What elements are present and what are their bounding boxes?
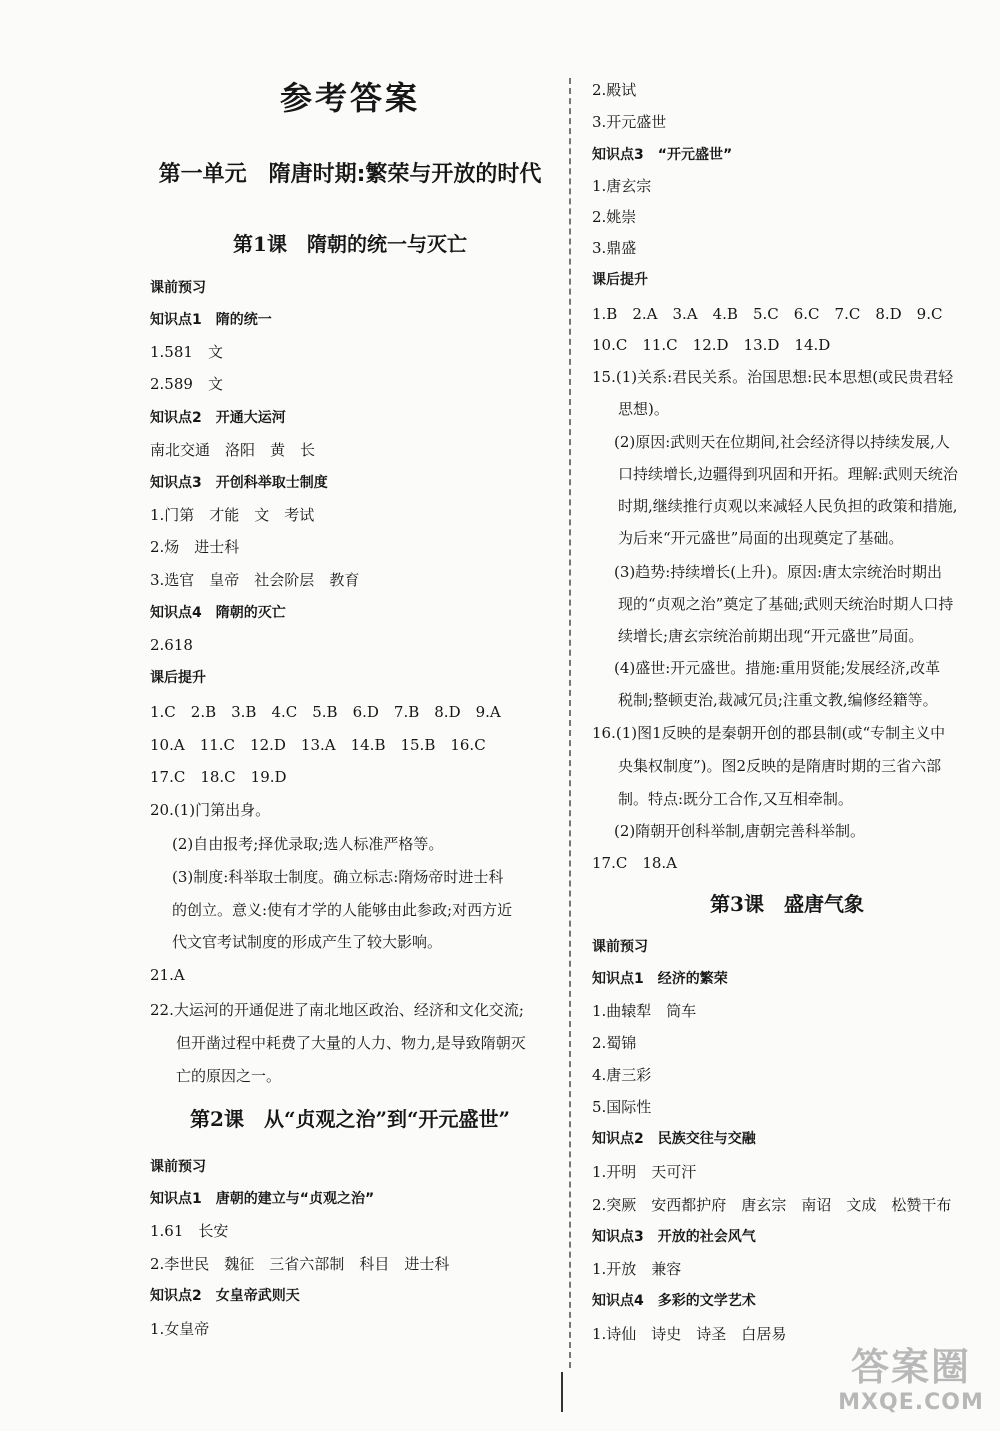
lesson1-pre-heading: 课前预习 <box>150 280 206 296</box>
lesson2-q16-2: (2)隋朝开创科举制,唐朝完善科举制。 <box>614 822 866 840</box>
lesson3-kp2-a1: 1.开明 天可汗 <box>592 1163 697 1181</box>
lesson1-kp4-a: 2.618 <box>150 636 193 654</box>
lesson3-kp1-a1: 1.曲辕犁 筒车 <box>592 1002 697 1020</box>
lesson2-kp1-a2: 2.李世民 魏征 三省六部制 科目 进士科 <box>150 1255 450 1273</box>
lesson1-q22b: 但开凿过程中耗费了大量的人力、物力,是导致隋朝灭 <box>176 1034 526 1052</box>
lesson3-kp3-a1: 1.开放 兼容 <box>592 1260 682 1278</box>
page-mark <box>561 1372 563 1412</box>
lesson2-kp2: 知识点2 女皇帝武则天 <box>150 1288 300 1304</box>
lesson2-kp3-a1: 1.唐玄宗 <box>592 177 652 195</box>
lesson2-kp2-a2: 2.殿试 <box>592 81 637 99</box>
lesson2-post-row1: 1.B 2.A 3.A 4.B 5.C 6.C 7.C 8.D 9.C <box>592 305 943 323</box>
lesson2-q17: 17.C 18.A <box>592 854 678 872</box>
lesson2-kp2-a3: 3.开元盛世 <box>592 113 667 131</box>
lesson2-q16-1c: 制。特点:既分工合作,又互相牵制。 <box>618 790 853 808</box>
lesson3-kp2-a2: 2.突厥 安西都护府 唐玄宗 南诏 文成 松赞干布 <box>592 1196 952 1214</box>
lesson2-q15-1b: 思想)。 <box>618 400 669 418</box>
lesson2-kp1: 知识点1 唐朝的建立与“贞观之治” <box>150 1191 375 1207</box>
lesson1-post-row1: 1.C 2.B 3.B 4.C 5.B 6.D 7.B 8.D 9.A <box>150 703 501 721</box>
lesson2-q16-1a: 16.(1)图1反映的是秦朝开创的郡县制(或“专制主义中 <box>592 724 946 742</box>
lesson1-q20-3b: 的创立。意义:使有才学的人能够由此参政;对西方近 <box>172 901 513 919</box>
lesson2-q15-2c: 时期,继续推行贞观以来减轻人民负担的政策和措施, <box>618 497 958 515</box>
lesson2-kp3: 知识点3 “开元盛世” <box>592 147 733 163</box>
lesson2-title: 第2课 从“贞观之治”到“开元盛世” <box>190 1107 510 1131</box>
lesson1-q20-1: 20.(1)门第出身。 <box>150 801 271 819</box>
lesson2-q15-2d: 为后来“开元盛世”局面的出现奠定了基础。 <box>618 529 904 547</box>
lesson2-kp3-a2: 2.姚崇 <box>592 208 637 226</box>
lesson1-kp4: 知识点4 隋朝的灭亡 <box>150 605 286 621</box>
lesson1-q20-2: (2)自由报考;择优录取;选人标准严格等。 <box>172 835 444 853</box>
lesson1-kp3-a1: 1.门第 才能 文 考试 <box>150 506 315 524</box>
lesson2-q15-4b: 税制;整顿吏治,裁减冗员;注重文教,编修经籍等。 <box>618 691 938 709</box>
lesson2-q15-2a: (2)原因:武则天在位期间,社会经济得以持续发展,人 <box>614 433 950 451</box>
lesson3-title: 第3课 盛唐气象 <box>710 892 864 916</box>
lesson2-q16-1b: 央集权制度”)。图2反映的是隋唐时期的三省六部 <box>618 757 942 775</box>
lesson1-kp1: 知识点1 隋的统一 <box>150 312 272 328</box>
lesson1-kp1-a1: 1.581 文 <box>150 343 223 361</box>
lesson1-kp3-a3: 3.选官 皇帝 社会阶层 教育 <box>150 571 360 589</box>
lesson1-kp2-a: 南北交通 洛阳 黄 长 <box>150 441 316 459</box>
lesson3-pre-heading: 课前预习 <box>592 939 648 955</box>
lesson1-post-heading: 课后提升 <box>150 670 206 686</box>
lesson3-kp4: 知识点4 多彩的文学艺术 <box>592 1293 756 1309</box>
lesson3-kp1-a2: 2.蜀锦 <box>592 1034 637 1052</box>
lesson1-kp3-a2: 2.炀 进士科 <box>150 538 240 556</box>
watermark-bottom-text: MXQE.COM <box>838 1390 984 1415</box>
lesson2-q15-1a: 15.(1)关系:君民关系。治国思想:民本思想(或民贵君轻 <box>592 368 954 386</box>
lesson3-kp2: 知识点2 民族交往与交融 <box>592 1131 756 1147</box>
lesson2-q15-3a: (3)趋势:持续增长(上升)。原因:唐太宗统治时期出 <box>614 563 943 581</box>
lesson1-post-row3: 17.C 18.C 19.D <box>150 768 287 786</box>
lesson1-q21: 21.A <box>150 966 185 984</box>
lesson3-kp1-a3: 4.唐三彩 <box>592 1066 652 1084</box>
lesson1-title: 第1课 隋朝的统一与灭亡 <box>233 232 467 256</box>
lesson2-post-heading: 课后提升 <box>592 272 648 288</box>
lesson1-post-row2: 10.A 11.C 12.D 13.A 14.B 15.B 16.C <box>150 736 486 754</box>
lesson2-kp3-a3: 3.鼎盛 <box>592 239 637 257</box>
watermark-top-text: 答案圈 <box>850 1345 971 1389</box>
unit-title: 第一单元 隋唐时期:繁荣与开放的时代 <box>158 162 542 187</box>
lesson1-kp3: 知识点3 开创科举取士制度 <box>150 475 328 491</box>
lesson2-kp2-a1: 1.女皇帝 <box>150 1320 210 1338</box>
lesson2-post-row2: 10.C 11.C 12.D 13.D 14.D <box>592 336 831 354</box>
lesson2-q15-4a: (4)盛世:开元盛世。措施:重用贤能;发展经济,改革 <box>614 659 941 677</box>
page-title: 参考答案 <box>279 79 420 117</box>
lesson3-kp4-a1: 1.诗仙 诗史 诗圣 白居易 <box>592 1325 787 1343</box>
column-divider <box>569 78 571 1368</box>
lesson1-q20-3a: (3)制度:科举取士制度。确立标志:隋炀帝时进士科 <box>172 868 504 886</box>
lesson1-kp2: 知识点2 开通大运河 <box>150 410 286 426</box>
lesson2-q15-2b: 口持续增长,边疆得到巩固和开拓。理解:武则天统治 <box>618 465 958 483</box>
lesson2-q15-3b: 现的“贞观之治”奠定了基础;武则天统治时期人口持 <box>618 595 954 613</box>
lesson3-kp1: 知识点1 经济的繁荣 <box>592 971 728 987</box>
lesson2-pre-heading: 课前预习 <box>150 1159 206 1175</box>
lesson3-kp3: 知识点3 开放的社会风气 <box>592 1229 756 1245</box>
lesson1-q22a: 22.大运河的开通促进了南北地区政治、经济和文化交流; <box>150 1001 524 1019</box>
lesson1-q20-3c: 代文官考试制度的形成产生了较大影响。 <box>172 933 443 951</box>
watermark-logo <box>836 1345 986 1423</box>
lesson1-q22c: 亡的原因之一。 <box>176 1067 282 1085</box>
lesson1-kp1-a2: 2.589 文 <box>150 375 223 393</box>
lesson2-q15-3c: 续增长;唐玄宗统治前期出现“开元盛世”局面。 <box>618 627 924 645</box>
lesson3-kp1-a4: 5.国际性 <box>592 1098 652 1116</box>
lesson2-kp1-a1: 1.61 长安 <box>150 1222 229 1240</box>
